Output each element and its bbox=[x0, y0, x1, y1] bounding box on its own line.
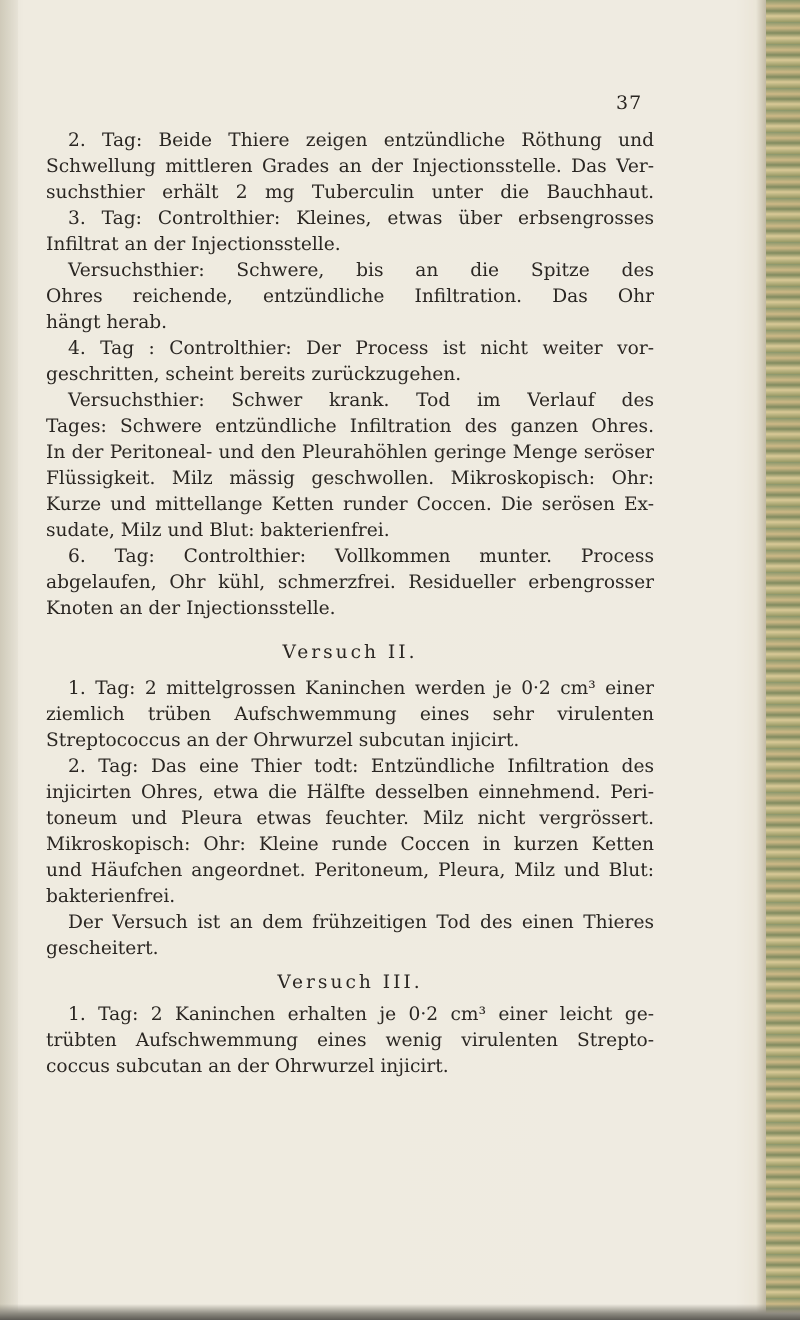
text-line: Flüssigkeit. Milz mässig geschwollen. Mikroskopisch: Ohr: bbox=[46, 468, 654, 489]
text-line: Versuchsthier: Schwer krank. Tod im Verlauf des bbox=[68, 390, 654, 411]
text-line: Schwellung mittleren Grades an der Injectionsstelle. Das Ver- bbox=[46, 156, 654, 177]
page-bottom-edge bbox=[0, 1304, 800, 1320]
text-line: 4. Tag : Controlthier: Der Process ist nicht weiter vor- bbox=[68, 338, 654, 359]
text-line: trübten Aufschwemmung eines wenig virulenten Strepto- bbox=[46, 1030, 654, 1051]
text-line: Tages: Schwere entzündliche Infiltration des ganzen Ohres. bbox=[46, 416, 654, 437]
text-line: Versuchsthier: Schwere, bis an die Spitze des bbox=[68, 260, 654, 281]
page-text bbox=[46, 128, 654, 1080]
page-edge-shade bbox=[756, 0, 766, 1320]
text-line: Streptococcus an der Ohrwurzel subcutan injicirt. bbox=[46, 730, 520, 751]
text-line: geschritten, scheint bereits zurückzugehen. bbox=[46, 364, 462, 385]
section-heading: Versuch II. bbox=[282, 642, 418, 663]
text-line: coccus subcutan an der Ohrwurzel injicirt. bbox=[46, 1056, 449, 1077]
text-line: sudate, Milz und Blut: bakterienfrei. bbox=[46, 520, 390, 541]
text-line: toneum und Pleura etwas feuchter. Milz nicht vergrössert. bbox=[46, 808, 654, 829]
text-line: 6. Tag: Controlthier: Vollkommen munter. Process bbox=[68, 546, 654, 567]
text-line: Knoten an der Injectionsstelle. bbox=[46, 598, 336, 619]
text-line: 2. Tag: Das eine Thier todt: Entzündliche Infiltration des bbox=[68, 756, 654, 777]
text-line: Kurze und mittellange Ketten runder Coccen. Die serösen Ex- bbox=[46, 494, 654, 515]
text-line: 1. Tag: 2 Kaninchen erhalten je 0·2 cm³ einer leicht ge- bbox=[68, 1004, 654, 1025]
text-line: In der Peritoneal- und den Pleurahöhlen geringe Menge seröser bbox=[46, 442, 654, 463]
text-line: hängt herab. bbox=[46, 312, 168, 333]
text-line: ziemlich trüben Aufschwemmung eines sehr virulenten bbox=[46, 704, 654, 725]
text-line: Infiltrat an der Injectionsstelle. bbox=[46, 234, 341, 255]
text-line: abgelaufen, Ohr kühl, schmerzfrei. Residueller erbengrosser bbox=[46, 572, 654, 593]
text-line: Mikroskopisch: Ohr: Kleine runde Coccen in kurzen Ketten bbox=[46, 834, 654, 855]
book-cover-edge bbox=[766, 0, 800, 1320]
page-number: 37 bbox=[616, 92, 643, 114]
text-line: 1. Tag: 2 mittelgrossen Kaninchen werden je 0·2 cm³ einer bbox=[68, 678, 654, 699]
text-line: Ohres reichende, entzündliche Infiltration. Das Ohr bbox=[46, 286, 654, 307]
text-line: gescheitert. bbox=[46, 938, 159, 959]
section-heading: Versuch III. bbox=[277, 972, 423, 993]
text-line: bakterienfrei. bbox=[46, 886, 176, 907]
page-gutter-shadow bbox=[0, 0, 18, 1320]
text-line: injicirten Ohres, etwa die Hälfte desselben einnehmend. Peri- bbox=[46, 782, 654, 803]
text-line: 3. Tag: Controlthier: Kleines, etwas über erbsengrosses bbox=[68, 208, 654, 229]
text-line: und Häufchen angeordnet. Peritoneum, Pleura, Milz und Blut: bbox=[46, 860, 654, 881]
text-line: 2. Tag: Beide Thiere zeigen entzündliche Röthung und bbox=[68, 130, 654, 151]
text-line: Der Versuch ist an dem frühzeitigen Tod des einen Thieres bbox=[68, 912, 654, 933]
text-line: suchsthier erhält 2 mg Tuberculin unter die Bauchhaut. bbox=[46, 182, 654, 203]
